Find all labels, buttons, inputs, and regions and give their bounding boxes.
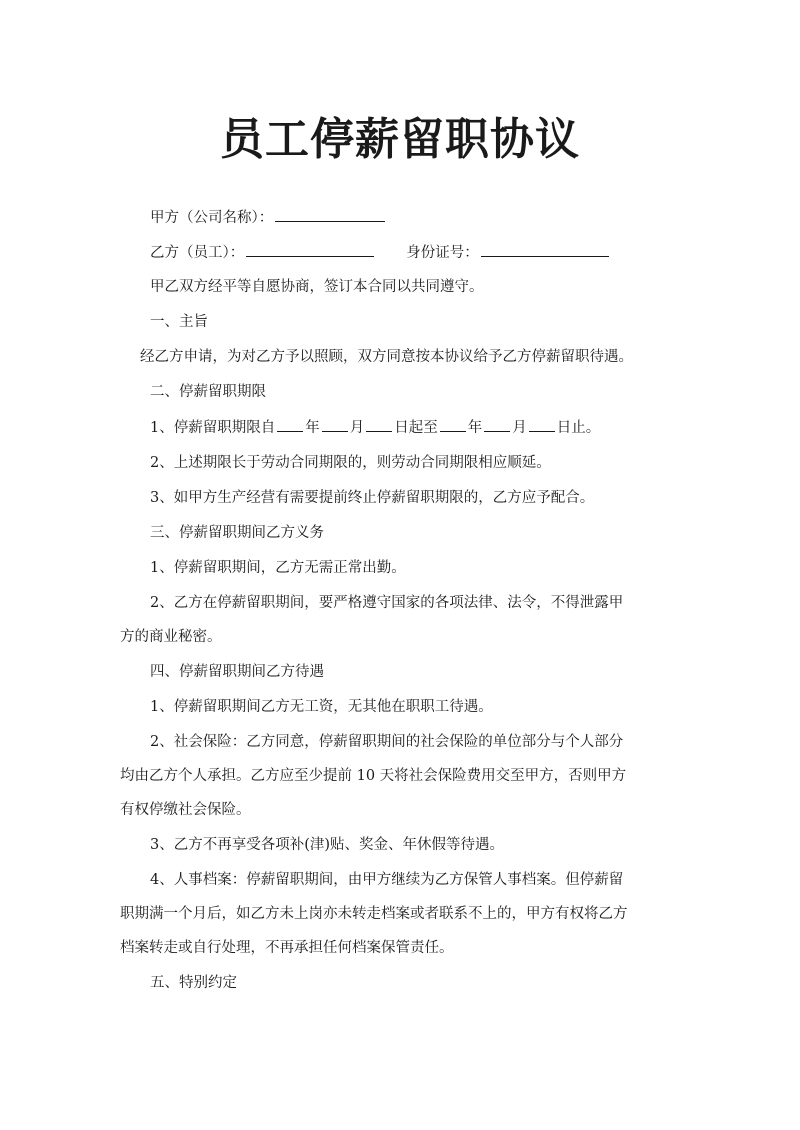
- section-4-item-2-line-3: 有权停缴社会保险。: [120, 802, 251, 818]
- section-4-item-2-line-2: 均由乙方个人承担。乙方应至少提前 10 天将社会保险费用交至甲方，否则甲方: [120, 768, 627, 784]
- section-1-title: 一、主旨: [150, 314, 208, 330]
- party-b-blank: [246, 240, 374, 257]
- section-4-item-4-line-2: 职期满一个月后，如乙方未上岗亦未转走档案或者联系不上的，甲方有权将乙方: [120, 906, 628, 922]
- section-5-title: 五、特别约定: [150, 975, 237, 991]
- end-day-blank: [529, 415, 555, 432]
- section-4-item-4-line-1: 4、人事档案：停薪留职期间，由甲方继续为乙方保管人事档案。但停薪留: [150, 872, 624, 888]
- document-body: [120, 205, 682, 995]
- end-month-blank: [484, 415, 510, 432]
- section-2-item-1: 1、停薪留职期限自 年 月 日起至 年 月 日止。: [150, 415, 682, 440]
- document-title: 员工停薪留职协议: [220, 114, 580, 165]
- section-3-title: 三、停薪留职期间乙方义务: [150, 525, 324, 541]
- section-4-item-4-line-3: 档案转走或自行处理，不再承担任何档案保管责任。: [120, 940, 454, 956]
- start-year-blank: [277, 415, 303, 432]
- section-3-item-2-line-2: 方的商业秘密。: [120, 629, 222, 645]
- section-2-item-3: 3、如甲方生产经营有需要提前终止停薪留职期限的，乙方应予配合。: [150, 490, 595, 506]
- party-a-label: 甲方（公司名称）：: [150, 210, 274, 226]
- section-3-item-1: 1、停薪留职期间，乙方无需正常出勤。: [150, 560, 406, 576]
- section-4-title: 四、停薪留职期间乙方待遇: [150, 664, 324, 680]
- section-1-paragraph: 经乙方申请，为对乙方予以照顾，双方同意按本协议给予乙方停薪留职待遇。: [140, 349, 633, 365]
- id-number-blank: [481, 240, 609, 257]
- section-3-item-2-line-1: 2、乙方在停薪留职期间，要严格遵守国家的各项法律、法令，不得泄露甲: [150, 595, 624, 611]
- party-a-blank: [275, 205, 385, 222]
- intro-line: 甲乙双方经平等自愿协商，签订本合同以共同遵守。: [150, 279, 484, 295]
- party-a-line: [150, 205, 682, 230]
- start-month-blank: [322, 415, 348, 432]
- party-b-line: [150, 240, 682, 265]
- start-day-blank: [366, 415, 392, 432]
- id-number-label: 身份证号：: [406, 245, 479, 261]
- section-4-item-2-line-1: 2、社会保险：乙方同意，停薪留职期间的社会保险的单位部分与个人部分: [150, 734, 624, 750]
- section-2-item-2: 2、上述期限长于劳动合同期限的，则劳动合同期限相应顺延。: [150, 455, 551, 471]
- section-4-item-3: 3、乙方不再享受各项补(津)贴、奖金、年休假等待遇。: [150, 837, 505, 853]
- section-4-item-1: 1、停薪留职期间乙方无工资，无其他在职职工待遇。: [150, 699, 493, 715]
- section-2-title: 二、停薪留职期限: [150, 384, 266, 400]
- end-year-blank: [440, 415, 466, 432]
- party-b-label: 乙方（员工）：: [150, 245, 245, 261]
